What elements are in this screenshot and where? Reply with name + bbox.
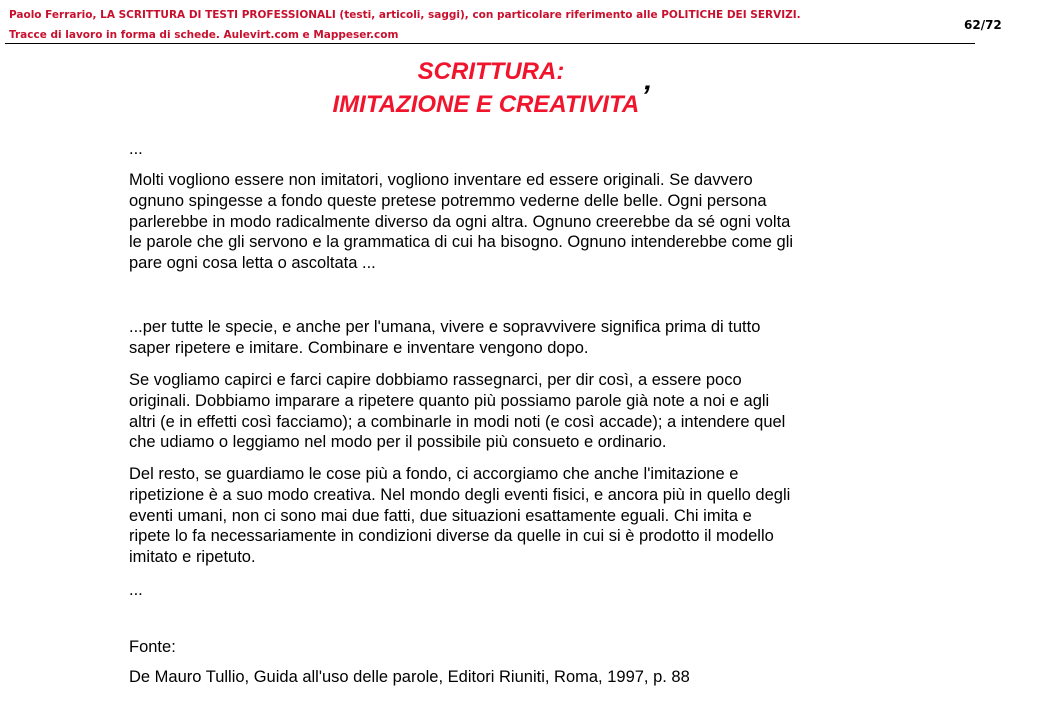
paragraph-line: pare ogni cosa letta o ascoltata ...: [129, 254, 376, 273]
ellipsis-top: ...: [129, 140, 143, 158]
ellipsis-bottom: ...: [129, 581, 143, 599]
header-author-line: Paolo Ferrario, LA SCRITTURA DI TESTI PROFESSIONALI (testi, articoli, saggi), con particolare riferimento alle POLITICHE DEI SERVIZI.: [9, 9, 801, 21]
header-subtitle-line: Tracce di lavoro in forma di schede. Aulevirt.com e Mappeser.com: [9, 29, 399, 41]
paragraph-line: ripete lo fa necessariamente in condizioni diverse da quelle in cui si è prodotto il modello: [129, 527, 774, 546]
source-label: Fonte:: [129, 638, 176, 656]
title-apostrophe: ’: [641, 80, 650, 113]
paragraph-line: eventi umani, non ci sono mai due fatti, due situazioni esattamente eguali. Chi imita e: [129, 506, 752, 525]
source-citation: De Mauro Tullio, Guida all'uso delle parole, Editori Riuniti, Roma, 1997, p. 88: [129, 668, 690, 686]
paragraph-line: ...per tutte le specie, e anche per l'umana, vivere e sopravvivere significa prima di tutto: [129, 318, 761, 336]
paragraph-2: [129, 317, 904, 359]
paragraph-line: Molti vogliono essere non imitatori, vogliono inventare ed essere originali. Se davvero: [129, 171, 753, 189]
paragraph-line: Del resto, se guardiamo le cose più a fondo, ci accorgiamo che anche l'imitazione e: [129, 465, 739, 483]
paragraph-line: saper ripetere e imitare. Combinare e inventare vengono dopo.: [129, 338, 589, 357]
page-title: [0, 56, 982, 120]
paragraph-line: Se vogliamo capirci e farci capire dobbiamo rassegnarci, per dir così, a essere poco: [129, 371, 742, 389]
paragraph-line: originali. Dobbiamo imparare a ripetere quanto più possiamo parole già note a noi e agli: [129, 391, 770, 410]
paragraph-3: [129, 370, 904, 453]
header-divider: [5, 43, 975, 44]
paragraph-line: imitato e ripetuto.: [129, 548, 256, 567]
paragraph-4: [129, 464, 904, 568]
title-line-1: SCRITTURA:: [417, 58, 565, 85]
paragraph-line: parlerebbe in modo radicalmente diverso da ogni altra. Ognuno creerebbe da sé ogni volta: [129, 212, 791, 231]
paragraph-line: che udiamo o leggiamo nel modo per il possibile più consueto e ordinario.: [129, 433, 667, 452]
title-line-2: [0, 80, 982, 120]
paragraph-line: le parole che gli servono e la grammatica di cui ha bisogno. Ognuno intenderebbe come gli: [129, 233, 794, 252]
paragraph-line: ripetizione è a suo modo creativa. Nel mondo degli eventi fisici, e ancora più in quello degli: [129, 485, 791, 504]
title-line-2-text: IMITAZIONE E CREATIVITA: [332, 91, 640, 118]
paragraph-line: ognuno spingesse a fondo queste pretese potremmo vederne delle belle. Ogni persona: [129, 191, 767, 210]
page-number: 62/72: [964, 18, 1002, 32]
paragraph-1: [129, 170, 904, 274]
paragraph-line: altri (e in effetti così facciamo); a combinarle in modi noti (e così accade); a intendere quel: [129, 412, 786, 431]
